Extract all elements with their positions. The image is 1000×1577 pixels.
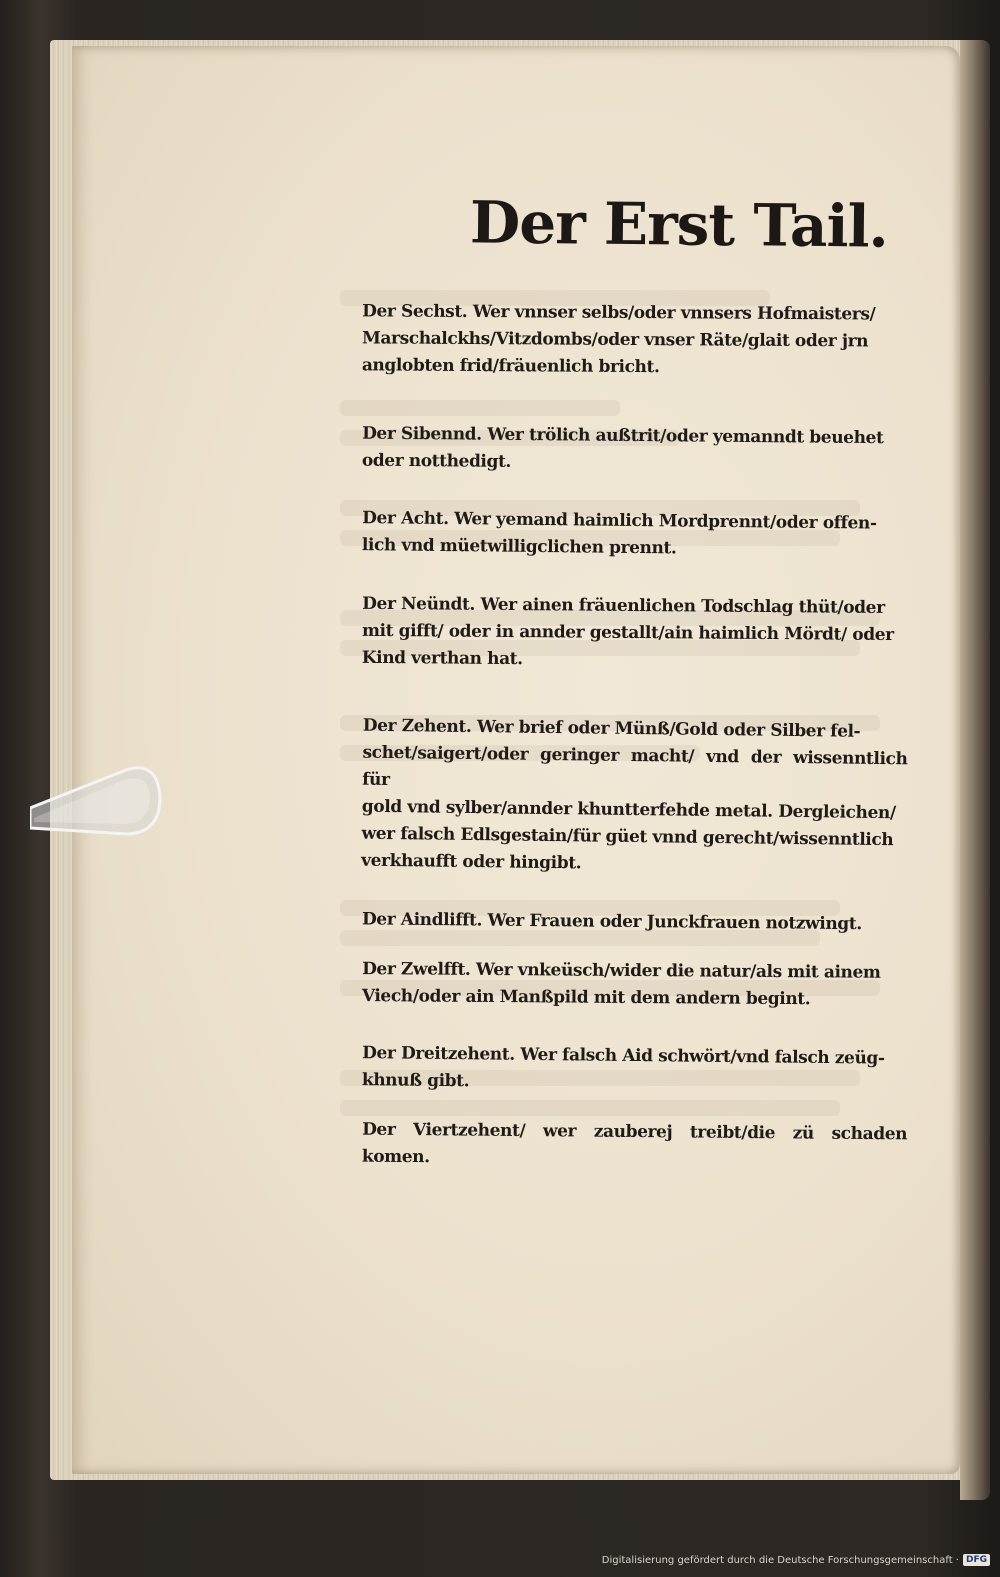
clause-paragraph: Der Viertzehent/ wer zauberej treibt/die zü schaden komen.	[361, 1119, 908, 1168]
clause-paragraph: Der Neündt. Wer ainen fräuenlichen Todschlag thüt/oder mit gifft/ oder in annder gestallt/ain haimlich Mördt/ oder Kind verthan hat.	[361, 593, 894, 670]
digitization-credit: Digitalisierung gefördert durch die Deutsche Forschungsgemeinschaft ·	[601, 1554, 959, 1566]
clause-paragraph: Der Sechst. Wer vnnser selbs/oder vnnsers Hofmaisters/ Marschalckhs/Vitzdombs/oder vnser Räte/glait oder jrn anglobten frid/fräuenlich bricht.	[361, 301, 876, 378]
clause-paragraph: Der Zehent. Wer brief oder Münß/Gold oder Silber fel- schet/saigert/oder geringer macht/ vnd der wissenntlich für gold vnd sylber/annder khuntterfehde metal. Dergleichen/ wer falsch Edlsgestain/für güet vnnd gerecht/wissenntlich verkhaufft oder hingibt.	[361, 715, 908, 874]
clause-paragraph: Der Dreitzehent. Wer falsch Aid schwört/vnd falsch zeüg- khnuß gibt.	[361, 1043, 885, 1092]
clause-paragraph: Der Acht. Wer yemand haimlich Mordprennt/oder offen- lich vnd müetwilligclichen prennt.	[361, 508, 877, 559]
dfg-logo: DFG	[963, 1554, 990, 1566]
clause-list	[362, 300, 907, 1173]
page-heading: Der Erst Tail.	[469, 188, 889, 261]
digitization-footer	[600, 1550, 990, 1570]
book-binding	[960, 40, 990, 1500]
clause-paragraph: Der Aindlifft. Wer Frauen oder Junckfrauen notzwingt.	[361, 909, 862, 935]
page-clip-icon	[30, 762, 162, 842]
clause-paragraph: Der Zwelfft. Wer vnkeüsch/wider die natur/als mit ainem Viech/oder ain Manßpild mit dem andern begint.	[361, 959, 881, 1010]
clause-paragraph: Der Sibennd. Wer trölich außtrit/oder yemanndt beuehet oder notthedigt.	[361, 423, 884, 472]
